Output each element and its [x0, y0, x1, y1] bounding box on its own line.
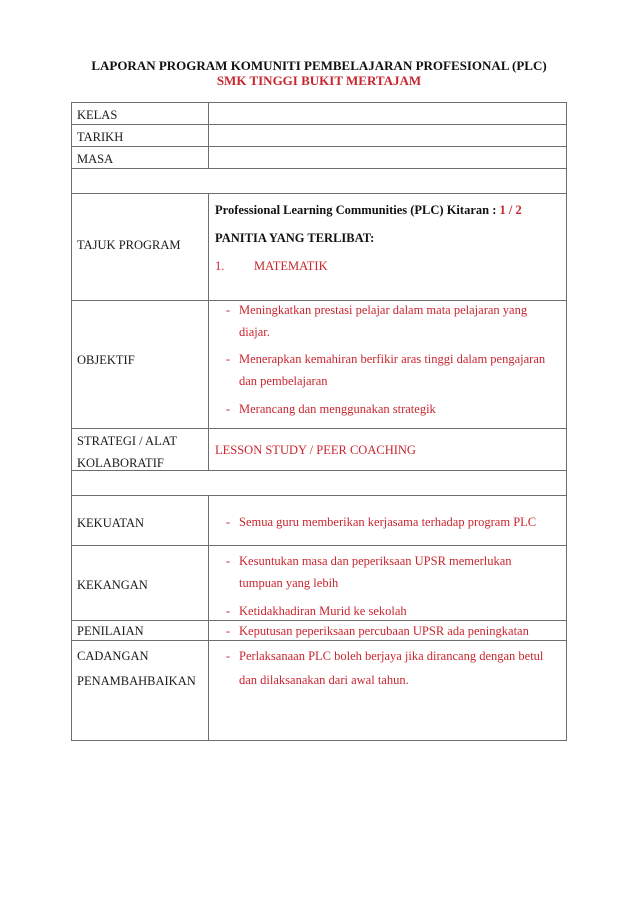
- objektif-item: - Merancang dan menggunakan strategik: [226, 402, 436, 416]
- label-strategi: STRATEGI / ALAT KOLABORATIF: [77, 434, 177, 470]
- plc-cycle-value: 1 / 2: [499, 203, 522, 217]
- objektif-item: - Meningkatkan prestasi pelajar dalam mata pelajaran yang diajar.: [226, 303, 528, 339]
- report-title: LAPORAN PROGRAM KOMUNITI PEMBELAJARAN PROFESIONAL (PLC): [91, 58, 547, 73]
- objektif-item: - Menerapkan kemahiran berfikir aras tinggi dalam pengajaran dan pembelajaran: [226, 352, 546, 388]
- label-masa: MASA: [77, 152, 114, 166]
- school-name: SMK TINGGI BUKIT MERTAJAM: [216, 73, 422, 88]
- panitia-item-number: 1.: [215, 259, 225, 273]
- value-kekuatan: [208, 496, 566, 545]
- row-kelas: [71, 102, 567, 125]
- row-spacer-2: [71, 470, 567, 496]
- row-tajuk-program: [71, 193, 567, 301]
- label-kekangan: KEKANGAN: [77, 578, 148, 592]
- label-tajuk-program: TAJUK PROGRAM: [77, 238, 181, 252]
- row-masa: [71, 146, 567, 169]
- row-penilaian: [71, 620, 567, 641]
- strategi-text: LESSON STUDY / PEER COACHING: [215, 443, 416, 457]
- value-cadangan: [208, 641, 566, 740]
- value-penilaian: [208, 621, 566, 640]
- label-objektif: OBJEKTIF: [77, 353, 135, 367]
- plc-cycle-prefix: Professional Learning Communities (PLC) Kitaran :: [215, 203, 500, 217]
- row-cadangan: [71, 640, 567, 741]
- label-penilaian: PENILAIAN: [77, 624, 144, 638]
- plc-cycle-line: [215, 203, 522, 218]
- value-kekangan: [208, 546, 566, 620]
- row-spacer-1: [71, 168, 567, 194]
- row-kekangan: [71, 545, 567, 621]
- label-kelas: KELAS: [77, 108, 118, 122]
- panitia-item-text: MATEMATIK: [254, 259, 328, 273]
- row-objektif: [71, 300, 567, 429]
- label-tarikh: TARIKH: [77, 130, 124, 144]
- value-masa[interactable]: [208, 147, 566, 168]
- value-tarikh[interactable]: [208, 125, 566, 146]
- value-strategi: [208, 429, 566, 470]
- row-strategi: [71, 428, 567, 471]
- penilaian-item: - Keputusan peperiksaan percubaan UPSR ada peningkatan: [226, 624, 529, 638]
- panitia-heading: PANITIA YANG TERLIBAT:: [215, 231, 375, 245]
- label-cadangan: CADANGAN PENAMBAHBAIKAN: [77, 649, 196, 688]
- label-kekuatan: KEKUATAN: [77, 516, 145, 530]
- value-kelas[interactable]: [208, 103, 566, 124]
- value-objektif: [208, 301, 566, 428]
- kekangan-item: - Kesuntukan masa dan peperiksaan UPSR memerlukan tumpuan yang lebih: [226, 554, 512, 590]
- row-kekuatan: [71, 495, 567, 546]
- cadangan-item: - Perlaksanaan PLC boleh berjaya jika dirancang dengan betul dan dilaksanakan dari awal tahun.: [226, 649, 544, 687]
- row-tarikh: [71, 124, 567, 147]
- kekangan-item: - Ketidakhadiran Murid ke sekolah: [226, 604, 407, 618]
- value-tajuk-program: [208, 194, 566, 300]
- kekuatan-item: - Semua guru memberikan kerjasama terhadap program PLC: [226, 515, 537, 529]
